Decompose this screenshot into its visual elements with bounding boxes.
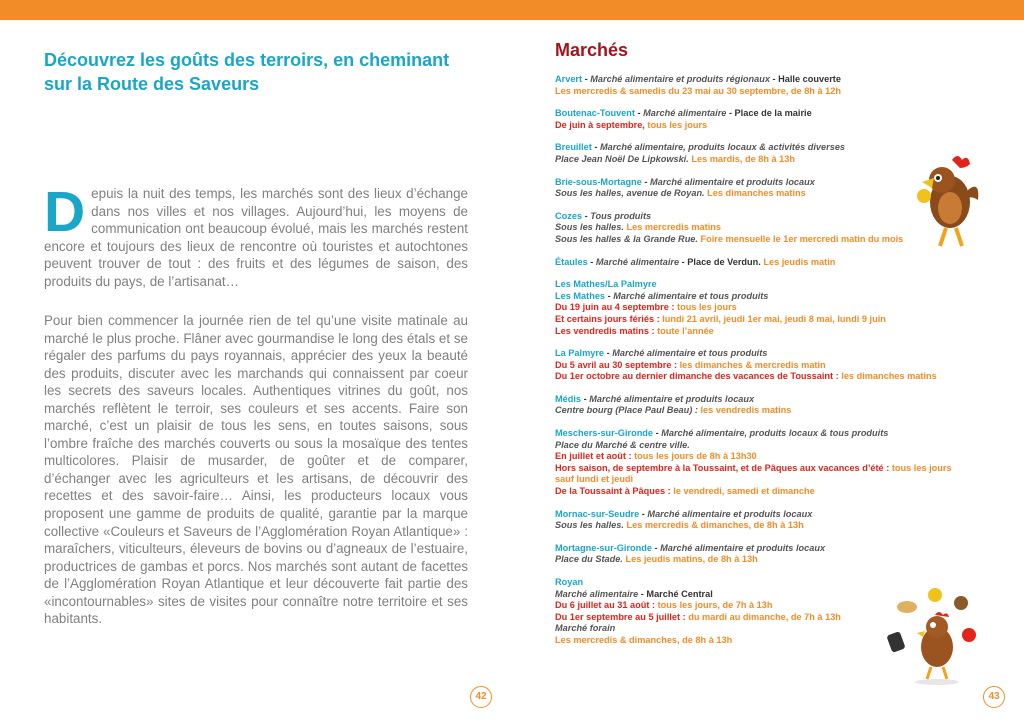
market-entry-line xyxy=(555,440,1005,452)
market-text-dark: - xyxy=(591,142,600,153)
market-text-town: Royan xyxy=(555,577,584,587)
market-text-town: Brie-sous-Mortagne xyxy=(555,176,642,187)
market-text-town: Boutenac-Touvent xyxy=(555,108,635,119)
market-text-orange: tous les jours de 8h à 13h30 xyxy=(634,451,757,462)
body-paragraph: Pour bien commencer la journée rien de tel qu’une visite matinale au marché le plus proche. Flâner avec gourmandise le long des étals et se régaler des parfums du pays royannais, apprécier des yeux la beauté des produits, discuter avec les marchands qui connaissent par coeur les secrets des saveurs locales. Authentiques vitrines du goût, nos marchés reflètent le terroir, ses couleurs et ses accents. Faire son marché, c’est un plaisir de tous les sens, en toutes saisons, sous l’ombre fraîche des marchés couverts ou sous la mosaïque des tentes multicolores. Plaisir de musarder, de goûter et de comparer, d’échanger avec les agriculteurs et les artisans, de découvrir des recettes et des savoir-faire… Ainsi, les producteurs locaux vous proposent une gamme de produits de qualité, garantie par la marque collective «Couleurs et Saveurs de l’Agglomération Royan Atlantique» : maraîchers, viticulteurs, éleveurs de bovins ou d’agneaux de l’estuaire, productrices de gambas et porcs. Nos marchés sont autant de facettes de l’Agglomération Royan Atlantique et leur découverte fait partie des «incontournables» sites de visites pour connaître notre territoire et ses habitants. xyxy=(44,313,468,627)
market-text-orange: tous les jours xyxy=(891,462,952,473)
market-text-red: Du 1er octobre au dernier dimanche des vacances de Toussaint : xyxy=(555,371,842,382)
market-text-desc: Marché alimentaire, produits locaux & activités diverses xyxy=(599,142,846,153)
market-text-dark: - xyxy=(604,348,613,359)
market-entry-line xyxy=(555,520,1005,532)
market-entry-line xyxy=(555,474,1005,486)
page-title xyxy=(44,48,468,96)
market-text-town: Mortagne-sur-Gironde xyxy=(555,542,652,553)
market-text-orange: Les mercredis matins xyxy=(623,222,721,233)
market-entry-line xyxy=(555,291,1005,303)
market-text-orange: Les mardis, de 8h à 13h xyxy=(688,153,796,164)
market-text-orange: tous les jours, de 7h à 13h xyxy=(657,600,773,611)
market-text-dark: - xyxy=(641,176,650,187)
market-text-orange: tous les jours xyxy=(647,119,708,130)
intro-paragraph xyxy=(44,180,468,291)
market-text-desc: Marché alimentaire, produits locaux & tous produits xyxy=(661,428,889,439)
market-text-desc: Marché alimentaire et produits locaux xyxy=(649,176,815,187)
market-entry xyxy=(555,108,1005,131)
left-page xyxy=(44,48,468,96)
market-text-desc: Sous les halles. xyxy=(555,222,624,233)
market-text-desc: Marché alimentaire xyxy=(555,588,639,599)
market-text-orange: le vendredi, samedi et dimanche xyxy=(673,486,815,497)
market-text-orange: lundi 21 avril, jeudi 1er mai, jeudi 8 mai, lundi 9 juin xyxy=(662,313,886,324)
market-text-desc: Marché forain xyxy=(555,623,616,634)
market-text-town: Étaules xyxy=(555,256,588,267)
market-entry xyxy=(555,74,1005,97)
market-text-red: Du 6 juillet au 31 août : xyxy=(555,600,658,611)
market-entry-line xyxy=(555,405,1005,417)
market-text-red: De la Toussaint à Pâques : xyxy=(555,486,674,497)
market-entry xyxy=(555,509,1005,532)
juggling-rooster-mascot-icon xyxy=(885,585,985,685)
market-text-dark: - xyxy=(634,108,644,119)
market-entry-line xyxy=(555,86,1005,98)
market-entry-line xyxy=(555,360,1005,372)
market-entry-line xyxy=(555,348,1005,360)
market-text-orange: les dimanches & mercredis matin xyxy=(679,359,826,370)
market-entry-line xyxy=(555,463,1005,475)
market-text-dark: - xyxy=(651,542,661,553)
rooster-mascot-icon xyxy=(912,150,982,250)
market-entry xyxy=(555,348,1005,383)
market-text-town: Les Mathes xyxy=(555,290,606,301)
page-number-right: 43 xyxy=(983,686,1005,708)
intro-text: epuis la nuit des temps, les marchés sont des lieux d’échange dans nos villes et nos villages. Aujourd’hui, les moyens de communication ont beaucoup évolué, mais les marchés restent encore et toujours des lieux de rencontre où touristes et autochtones peuvent trouver de tout : des fruits et des légumes de saison, des produits du pays, de l’artisanat… xyxy=(44,186,468,289)
market-text-desc: Marché alimentaire et produits locaux xyxy=(647,508,813,519)
market-entry xyxy=(555,428,1005,498)
market-text-town: Cozes xyxy=(555,210,583,221)
market-text-desc: Place du Stade. xyxy=(555,554,623,565)
market-text-town: Médis xyxy=(555,393,582,404)
market-entry-line xyxy=(555,314,1005,326)
market-text-town: Mornac-sur-Seudre xyxy=(555,508,640,519)
market-text-orange: Les jeudis matins, de 8h à 13h xyxy=(622,554,758,565)
market-text-orange: Les mercredis & dimanches, de 8h à 13h xyxy=(623,520,804,531)
market-text-dark: - xyxy=(587,256,596,267)
market-text-dark: - Place de Verdun. xyxy=(679,256,761,267)
market-entry xyxy=(555,257,1005,269)
market-text-desc: Tous produits xyxy=(590,210,652,221)
market-text-orange: sauf lundi et jeudi xyxy=(555,474,634,485)
right-page xyxy=(555,40,1005,658)
drop-cap: D xyxy=(44,180,86,244)
market-text-orange: du mardi au dimanche, de 7h à 13h xyxy=(688,611,841,622)
market-text-orange: les dimanches matins xyxy=(841,371,937,382)
market-entry-line xyxy=(555,554,1005,566)
market-text-desc: Centre bourg (Place Paul Beau) : xyxy=(555,405,701,416)
market-text-red: Les vendredis matins : xyxy=(555,325,658,336)
market-text-red: De juin à septembre, xyxy=(555,119,648,130)
market-text-red: Du 1er septembre au 5 juillet : xyxy=(555,611,689,622)
market-entry xyxy=(555,543,1005,566)
market-text-dark: - xyxy=(653,428,662,439)
market-text-desc: Marché alimentaire et produits locaux xyxy=(589,393,755,404)
market-text-town: La Palmyre xyxy=(555,348,605,359)
market-text-orange: tous les jours xyxy=(677,302,737,313)
market-entry-line xyxy=(555,371,1005,383)
market-text-orange: Les dimanches matins xyxy=(704,188,806,199)
market-text-town: Meschers-sur-Gironde xyxy=(555,428,654,439)
market-entry-line xyxy=(555,74,1005,86)
market-text-dark: - Marché Central xyxy=(638,588,713,599)
market-text-dark: - xyxy=(582,210,591,221)
market-text-red: Et certains jours fériés : xyxy=(555,313,663,324)
market-text-desc: Marché alimentaire et tous produits xyxy=(612,348,768,359)
market-text-desc: Marché alimentaire et produits régionaux xyxy=(590,74,770,84)
markets-title: Marchés xyxy=(555,40,629,60)
market-text-desc: Sous les halles. xyxy=(555,520,624,531)
market-text-desc: Place du Marché & centre ville. xyxy=(555,439,690,450)
market-entry-line xyxy=(555,394,1005,406)
market-entry-line xyxy=(555,279,1005,291)
market-text-town: Breuillet xyxy=(555,142,592,153)
market-entry-line xyxy=(555,302,1005,314)
market-entry-line xyxy=(555,543,1005,555)
market-text-town: Les Mathes/La Palmyre xyxy=(555,279,657,290)
market-entry-line xyxy=(555,451,1005,463)
market-text-desc: Marché alimentaire et tous produits xyxy=(613,290,769,301)
market-text-dark: - xyxy=(639,508,648,519)
market-text-red: Hors saison, de septembre à la Toussaint, et de Pâques aux vacances d’été : xyxy=(555,462,892,473)
market-text-dark: - Place de la mairie xyxy=(726,108,812,119)
market-entry-line xyxy=(555,509,1005,521)
market-entry-line xyxy=(555,120,1005,132)
market-text-red: Du 19 juin au 4 septembre : xyxy=(555,302,678,313)
title-line-1: Découvrez les goûts des terroirs, en cheminant xyxy=(44,50,450,70)
market-text-desc: Marché alimentaire xyxy=(643,108,727,119)
market-text-orange: les vendredis matins xyxy=(700,405,792,416)
market-entry-line xyxy=(555,486,1005,498)
market-entry-line xyxy=(555,108,1005,120)
market-text-orange: Les mercredis & dimanches, de 8h à 13h xyxy=(555,634,733,645)
market-text-orange: toute l’année xyxy=(657,325,714,336)
market-text-desc: Place Jean Noël De Lipkowski. xyxy=(555,153,689,164)
page-number-left: 42 xyxy=(470,686,492,708)
market-text-dark: - xyxy=(605,290,614,301)
market-text-desc: Sous les halles, avenue de Royan. xyxy=(555,188,705,199)
market-text-dark: - xyxy=(582,74,591,84)
market-text-town: Arvert xyxy=(555,74,583,84)
market-text-dark: - xyxy=(581,393,590,404)
market-text-orange: Les jeudis matin xyxy=(760,256,836,267)
top-color-bar xyxy=(0,0,1024,20)
market-text-desc: Sous les halles & la Grande Rue. xyxy=(555,233,698,244)
market-entry xyxy=(555,279,1005,337)
market-entry-line xyxy=(555,326,1005,338)
market-text-red: Du 5 avril au 30 septembre : xyxy=(555,359,680,370)
market-text-desc: Marché alimentaire xyxy=(595,256,680,267)
market-text-orange: Les mercredis & samedis du 23 mai au 30 septembre, de 8h à 12h xyxy=(555,85,841,96)
market-entry xyxy=(555,394,1005,417)
market-entry-line xyxy=(555,428,1005,440)
market-text-red: En juillet et août : xyxy=(555,451,635,462)
market-entry-line xyxy=(555,257,1005,269)
market-text-orange: Foire mensuelle le 1er mercredi matin du mois xyxy=(697,233,904,244)
market-text-dark: - Halle couverte xyxy=(769,74,841,84)
title-line-2: sur la Route des Saveurs xyxy=(44,74,260,94)
market-text-desc: Marché alimentaire et produits locaux xyxy=(660,542,826,553)
